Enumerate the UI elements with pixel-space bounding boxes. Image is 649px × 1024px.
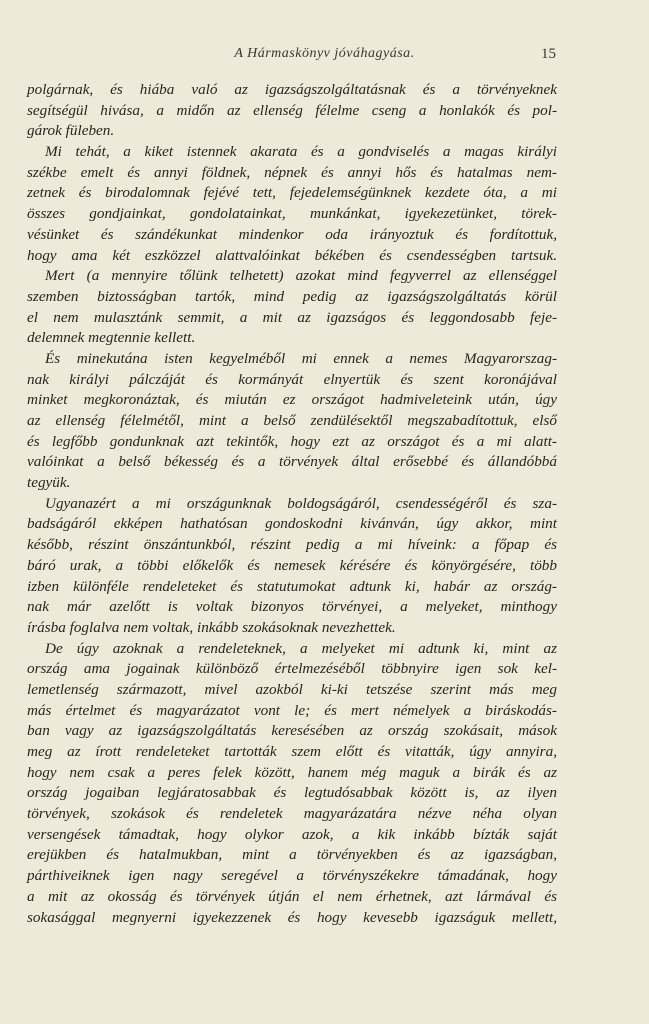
text-line: nak már azelőtt is voltak bizonyos törvényei, a melyeket, minthogy <box>27 598 557 616</box>
text-line: báró urak, a többi előkelők és nemesek kérésére és könyörgésére, több <box>27 556 557 574</box>
running-title: A Hármaskönyv jóváhagyása. <box>234 46 415 61</box>
text-line: gárok füleben. <box>27 122 115 140</box>
text-line: lemetlenség származott, mivel azokból ki-ki tetszése szerint más meg <box>27 680 557 698</box>
text-line: valóinkat a belső békesség és a törvények által erősebbé és állandóbbá <box>27 453 557 471</box>
text-line: később, részint önszántunkból, részint pedig a mi híveink: a főpap és <box>27 536 557 554</box>
body-text <box>27 80 557 928</box>
text-line: polgárnak, és hiába való az igazságszolgáltatásnak és a törvényeknek <box>27 81 557 98</box>
text-line: ország ama jogainak különböző értelmezéséből többnyire igen sok kel- <box>27 660 557 678</box>
text-line: Ugyanazért a mi országunknak boldogságáról, csendességéről és sza- <box>45 494 557 512</box>
text-line: Mi tehát, a kiket istennek akarata és a gondviselés a magas királyi <box>45 143 557 161</box>
text-line: erejükben és hatalmukban, mint a törvényekben és az igazságban, <box>27 846 557 864</box>
text-line: a mit az okosság és törvények útján el nem érhetnek, azt lármával és <box>27 887 557 905</box>
text-line: De úgy azoknak a rendeleteknek, a melyeket mi adtunk ki, mint az <box>45 639 557 657</box>
text-line: összes gondjainkat, gondolatainkat, munkánkat, igyekezetünket, törek- <box>27 205 557 223</box>
text-line: segítségül hivása, a midőn az ellenség félelme cseng a honlakók és pol- <box>27 101 557 119</box>
text-line: És minekutána isten kegyelméből mi ennek a nemes Magyarorszag- <box>45 349 557 367</box>
text-line: székbe emelt és annyi földnek, népnek és annyi hős és hatalmas nem- <box>27 163 557 181</box>
text-line: és legfőbb gondunknak azt tekintők, hogy ezt az országot és a mi alatt- <box>27 432 557 450</box>
text-line: az ellenség félelmétől, mint a belső zendülésektől megszabadítottuk, első <box>27 412 557 429</box>
text-line: meg az írott rendeleteket tartották szem előtt és vitatták, úgy annyira, <box>27 743 557 760</box>
text-line: Mert (a mennyire tőlünk telhetett) azokat mind fegyverrel az ellenséggel <box>45 267 557 285</box>
page-header <box>0 46 649 70</box>
text-line: ban vagy az igazságszolgáltatás keresésében az ország szokásait, mások <box>27 722 557 740</box>
text-line: vésünket és szándékunkat mindenkor oda irányoztuk és fordítottuk, <box>27 225 557 243</box>
text-line: delemnek megtennie kellett. <box>27 329 196 347</box>
text-line: sokasággal megnyerni igyekezzenek és hogy kevesebb igazságuk mellett, <box>27 908 557 926</box>
text-line: törvények, szokások és rendeletek magyarázatára nézve néha olyan <box>27 805 557 823</box>
page-number: 15 <box>541 46 556 62</box>
text-line: más értelmet és magyarázatot vont le; és mert némelyek a biráskodás- <box>27 701 557 719</box>
text-line: nak királyi pálczáját és kormányát elnyertük és szent koronájával <box>27 370 557 388</box>
text-line: párthiveiknek igen nagy seregével a törvényszékekre támadának, hogy <box>27 867 557 885</box>
text-line: ország jogaiban legjáratosabbak és legtudósabbak között is, az ilyen <box>27 784 557 802</box>
text-line: izben különféle rendeleteket és statutumokat adtunk ki, habár az ország- <box>27 577 557 595</box>
text-line: szemben biztosságban tartók, mind pedig az igazságszolgáltatás körül <box>27 287 557 305</box>
text-line: badságáról ekképen hathatósan gondoskodni kivánván, úgy akkor, mint <box>27 515 557 533</box>
text-line: versengések támadtak, hogy olykor azok, a kik inkább bízták saját <box>27 825 557 843</box>
text-line: el nem mulasztánk semmit, a mit az igazságos és leggondosabb feje- <box>27 308 557 326</box>
text-line: írásba foglalva nem voltak, inkább szokásoknak nevezhettek. <box>27 618 396 636</box>
text-line: zetnek és birodalomnak fejévé tett, fejedelemségünknek kezdete óta, a mi <box>27 184 557 202</box>
text-line: hogy nem csak a peres felek között, hanem még maguk a birák és az <box>27 763 557 781</box>
text-line: tegyük. <box>27 474 71 492</box>
text-line: minket megkoronáztak, és miután ez országot hadmiveleteink után, úgy <box>27 391 557 409</box>
text-line: hogy ama két eszközzel alattvalóinkat békében és csendességben tartsuk. <box>27 246 557 264</box>
